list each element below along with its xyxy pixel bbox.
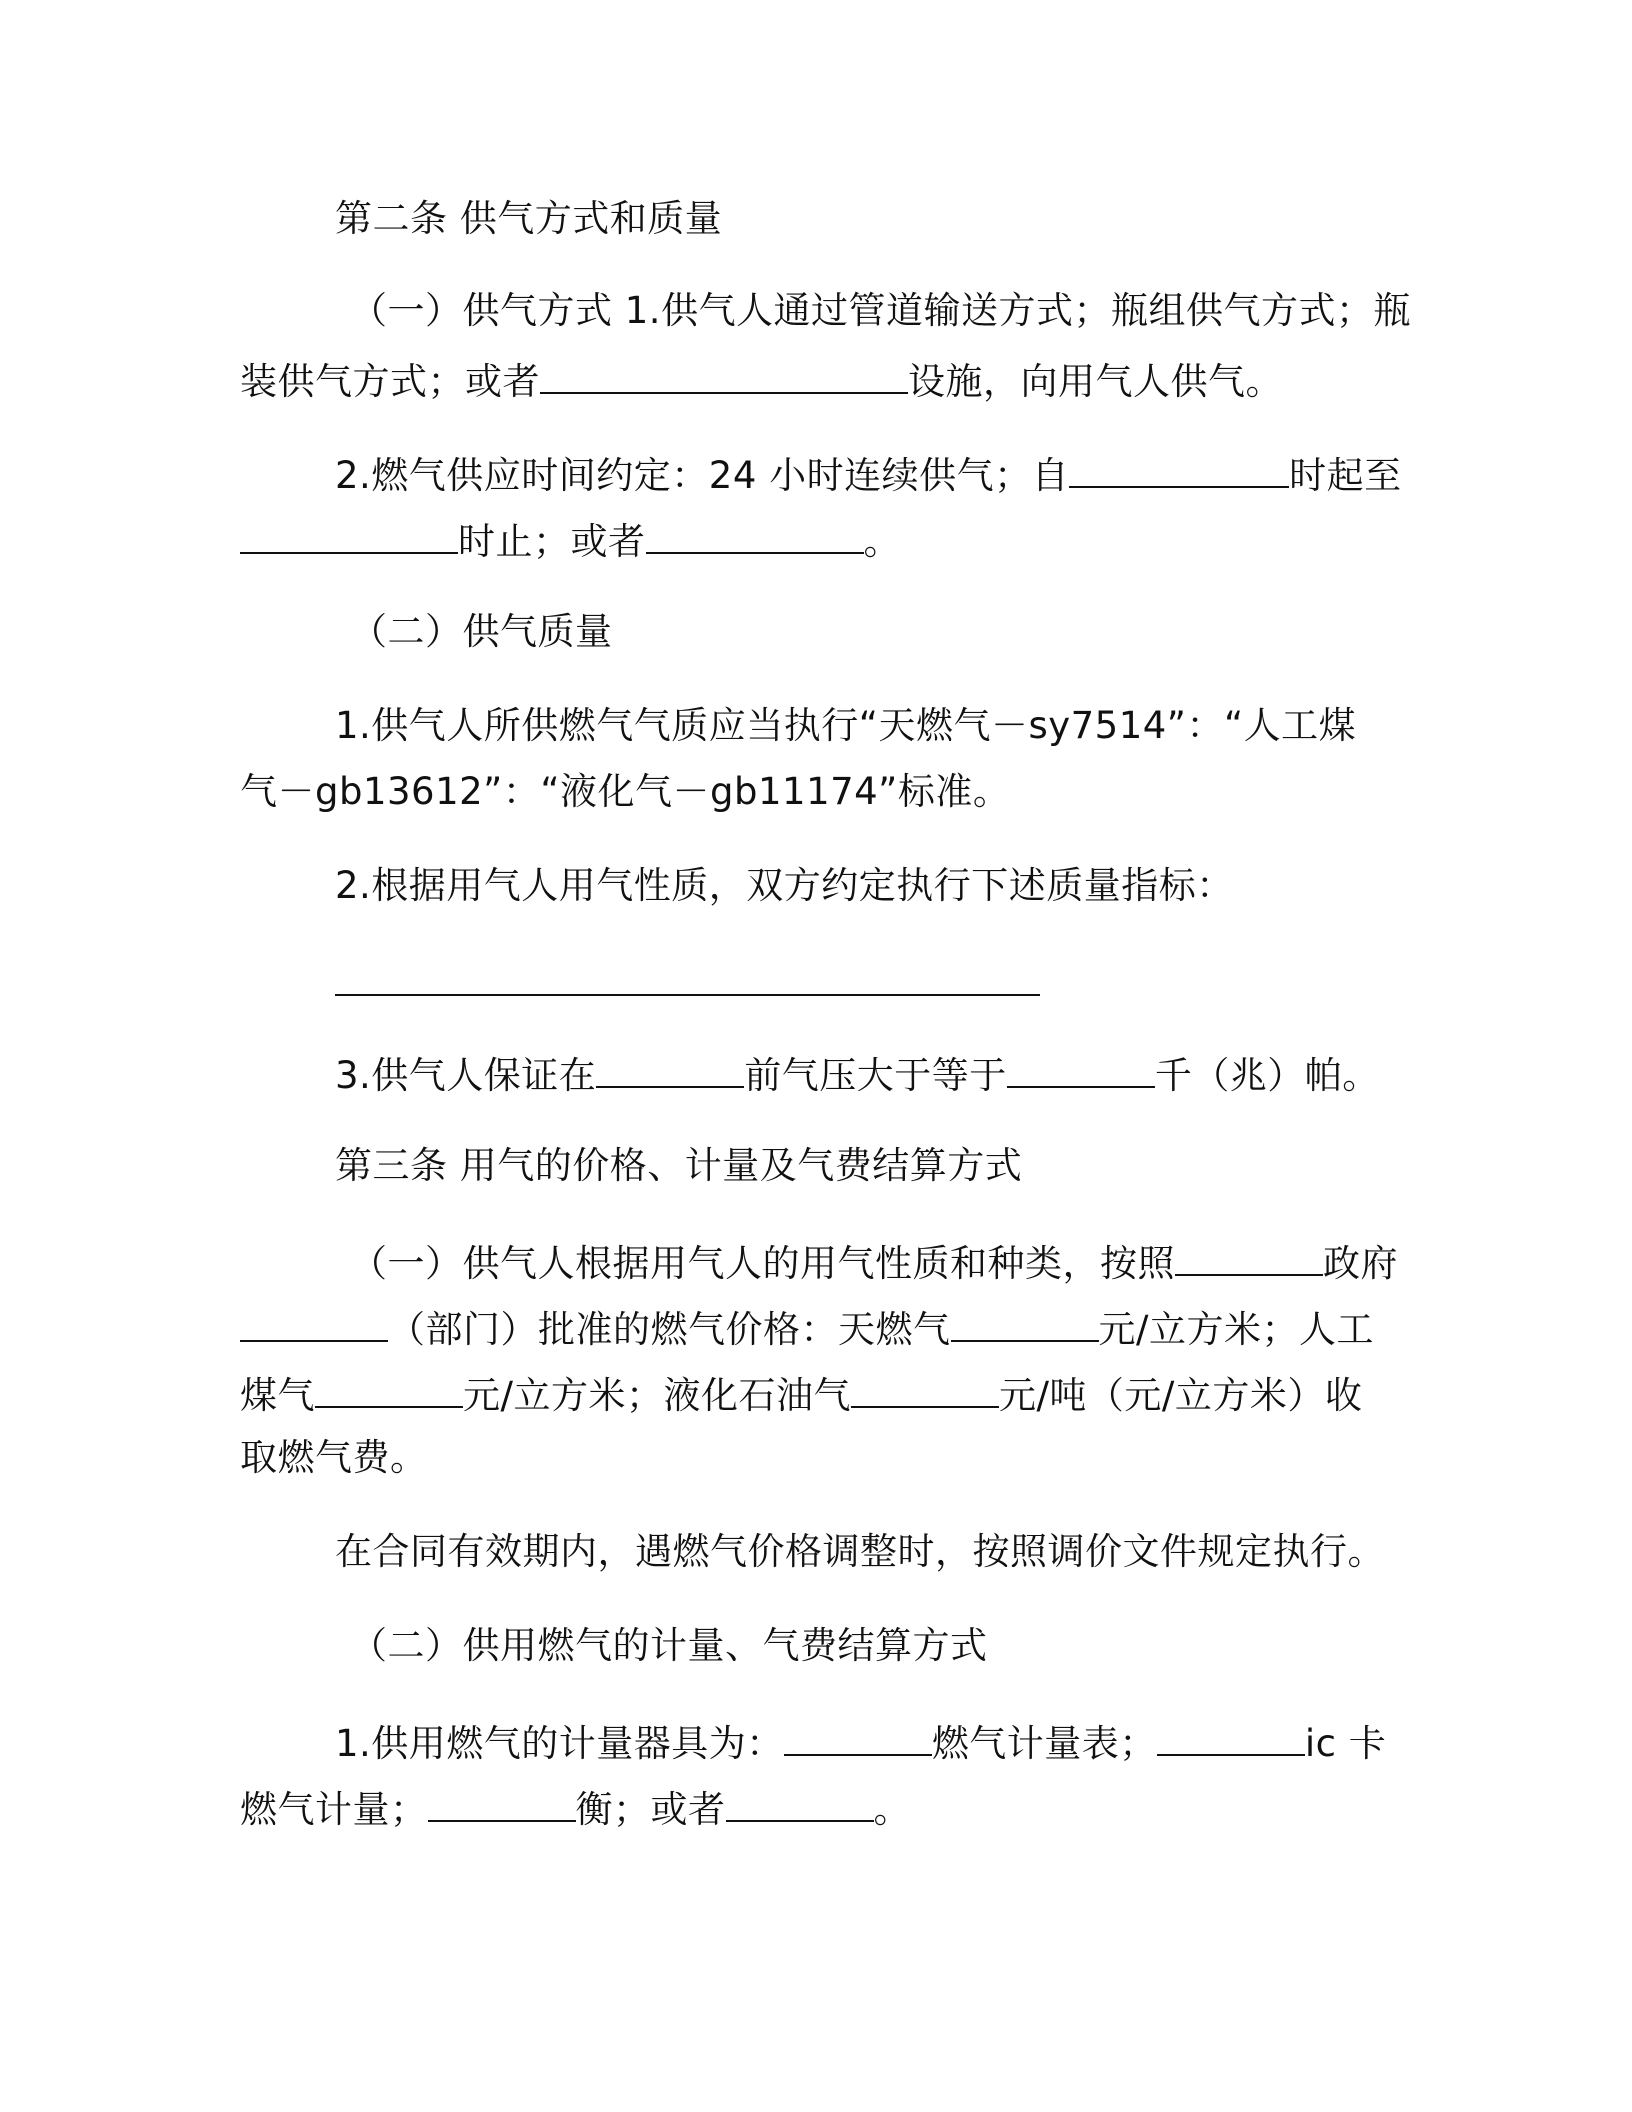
ic-card-blank[interactable] — [1157, 1716, 1305, 1756]
price-line-3 — [240, 1368, 1362, 1416]
price-adjust-line — [335, 1528, 1385, 1576]
article-2-heading-text: 第二条 供气方式和质量 — [335, 197, 723, 240]
pressure-text-a: 3.供气人保证在 — [335, 1054, 597, 1097]
pressure-location-blank[interactable] — [596, 1048, 744, 1088]
price-text-d: 元/立方米；人工 — [1098, 1308, 1374, 1351]
supply-time-text-a: 2.燃气供应时间约定：24 小时连续供气；自 — [335, 454, 1070, 497]
coal-gas-price-blank[interactable] — [315, 1368, 463, 1408]
supply-time-text-d: 。 — [863, 520, 901, 563]
quality-standard-text-a: 1.供气人所供燃气气质应当执行“天燃气－sy7514”：“人工煤 — [335, 704, 1357, 747]
natural-gas-price-blank[interactable] — [951, 1302, 1099, 1342]
price-line-2 — [240, 1302, 1374, 1350]
quality-indicator-text: 2.根据用气人用气性质，双方约定执行下述质量指标： — [335, 864, 1234, 907]
facility-blank[interactable] — [540, 354, 908, 394]
other-meter-blank[interactable] — [726, 1782, 874, 1822]
supply-quality-heading — [350, 608, 613, 656]
metering-text-c: ic 卡 — [1304, 1722, 1387, 1765]
article-3-heading-text: 第三条 用气的价格、计量及气费结算方式 — [335, 1144, 1023, 1187]
quality-indicator-line — [335, 862, 1234, 910]
gas-meter-blank[interactable] — [784, 1716, 932, 1756]
end-hour-blank[interactable] — [240, 514, 458, 554]
price-text-h: 取燃气费。 — [240, 1436, 428, 1479]
price-line-4 — [240, 1434, 428, 1482]
price-text-c: （部门）批准的燃气价格：天燃气 — [388, 1308, 951, 1351]
price-adjust-text: 在合同有效期内，遇燃气价格调整时，按照调价文件规定执行。 — [335, 1530, 1385, 1573]
pressure-line — [335, 1048, 1380, 1096]
scale-blank[interactable] — [428, 1782, 576, 1822]
metering-text-e: 衡；或者 — [575, 1788, 726, 1831]
supply-method-text-b: 设施，向用气人供气。 — [908, 360, 1283, 403]
lpg-price-blank[interactable] — [851, 1368, 999, 1408]
metering-text-b: 燃气计量表； — [931, 1722, 1157, 1765]
pressure-value-blank[interactable] — [1007, 1048, 1155, 1088]
pressure-text-c: 千（兆）帕。 — [1154, 1054, 1380, 1097]
department-blank[interactable] — [240, 1302, 388, 1342]
quality-indicator-blank[interactable] — [335, 994, 1040, 996]
supply-time-text-c: 时止；或者 — [458, 520, 646, 563]
metering-line-1 — [335, 1716, 1386, 1764]
metering-heading — [350, 1622, 988, 1670]
metering-text-d: 燃气计量； — [240, 1788, 428, 1831]
price-text-a: （一）供气人根据用气人的用气性质和种类，按照 — [350, 1242, 1175, 1285]
quality-standard-line-1 — [335, 702, 1356, 750]
supply-time-line-1 — [335, 448, 1402, 496]
supply-time-text-b: 时起至 — [1289, 454, 1402, 497]
quality-standard-line-2 — [240, 768, 1010, 816]
supply-method-line-1 — [350, 287, 1411, 335]
pressure-text-b: 前气压大于等于 — [744, 1054, 1007, 1097]
government-blank[interactable] — [1175, 1236, 1323, 1276]
price-text-e: 煤气 — [240, 1374, 315, 1417]
start-hour-blank[interactable] — [1069, 448, 1289, 488]
article-3-heading — [335, 1142, 1022, 1190]
price-text-g: 元/吨（元/立方米）收 — [998, 1374, 1363, 1417]
price-text-b: 政府 — [1323, 1242, 1398, 1285]
price-text-f: 元/立方米；液化石油气 — [463, 1374, 851, 1417]
supply-quality-heading-text: （二）供气质量 — [350, 610, 613, 653]
supply-method-text: （一）供气方式 1.供气人通过管道输送方式；瓶组供气方式；瓶 — [350, 289, 1412, 332]
metering-heading-text: （二）供用燃气的计量、气费结算方式 — [350, 1624, 988, 1667]
other-time-blank[interactable] — [646, 514, 864, 554]
metering-text-f: 。 — [873, 1788, 911, 1831]
supply-time-line-2 — [240, 514, 901, 562]
supply-method-text-a: 装供气方式；或者 — [240, 360, 540, 403]
metering-text-a: 1.供用燃气的计量器具为： — [335, 1722, 784, 1765]
supply-method-line-2 — [240, 354, 1283, 402]
quality-standard-text-b: 气－gb13612”：“液化气－gb11174”标准。 — [240, 770, 1011, 813]
price-line-1 — [350, 1236, 1398, 1284]
metering-line-2 — [240, 1782, 911, 1830]
article-2-heading — [335, 195, 722, 243]
